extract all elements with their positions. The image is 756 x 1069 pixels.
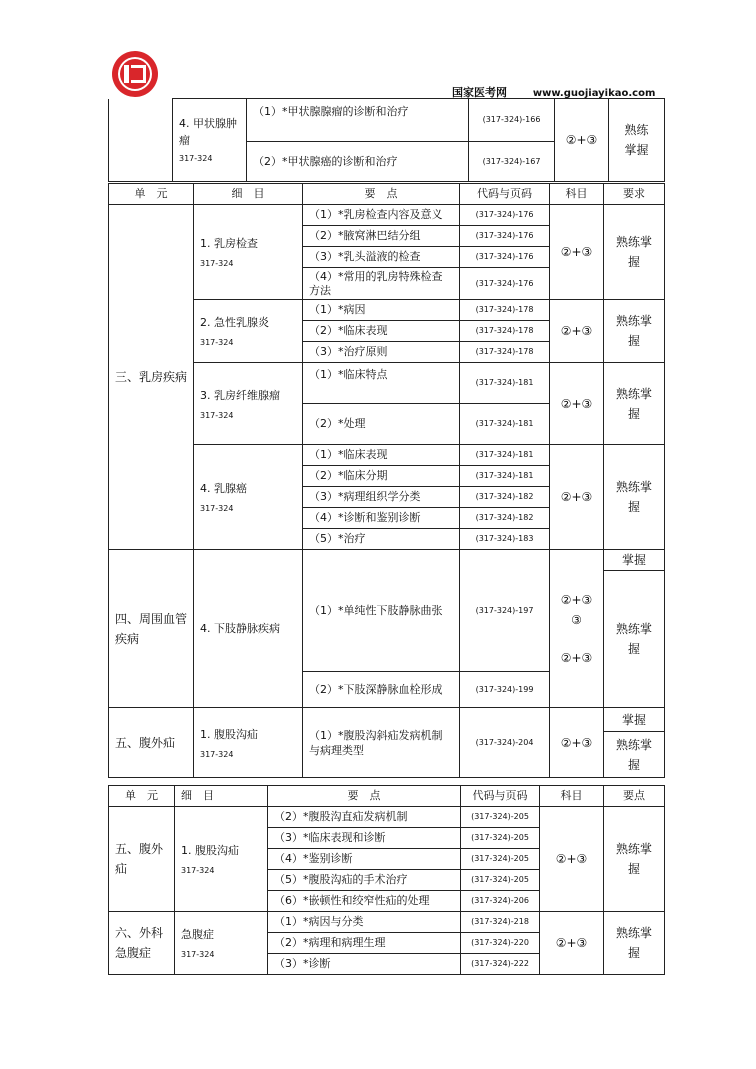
item-fibroadenoma: 3. 乳房纤维腺瘤 317-324 — [194, 363, 303, 445]
point-row: （4）*常用的乳房特殊检查方法 — [303, 268, 460, 300]
point-row: （3）*治疗原则 — [303, 342, 460, 363]
item-inguinal-hernia: 1. 腹股沟疝 317-324 — [175, 807, 268, 912]
point-row: （3）*病理组织学分类 — [303, 487, 460, 508]
header-code: 代码与页码 — [460, 184, 550, 205]
point-row: （1）*病因与分类 — [268, 912, 461, 933]
code-cell: (317-324)-197 — [460, 550, 550, 672]
code-cell: (317-324)-182 — [460, 508, 550, 529]
item-inguinal-hernia: 1. 腹股沟疝 317-324 — [194, 708, 303, 778]
subject-cell: ②+③ ③ ②+③ — [550, 550, 604, 708]
subject-cell: ②+③ — [555, 99, 609, 182]
code-cell: (317-324)-178 — [460, 342, 550, 363]
header-subject: 科目 — [550, 184, 604, 205]
code-cell: (317-324)-176 — [460, 268, 550, 300]
point-row: （2）*处理 — [303, 404, 460, 445]
item-lower-limb-vein: 4. 下肢静脉疾病 — [194, 550, 303, 708]
table-hernia-abdomen — [108, 785, 665, 975]
point-row: （2）*下肢深静脉血栓形成 — [303, 672, 460, 708]
point-row: （1）*单纯性下肢静脉曲张 — [303, 550, 460, 672]
item-breast-cancer: 4. 乳腺癌 317-324 — [194, 445, 303, 550]
code-cell: (317-324)-181 — [460, 363, 550, 404]
requirement-cell: 熟练掌握 — [604, 363, 665, 445]
point-row: （1）*腹股沟斜疝发病机制与病理类型 — [303, 708, 460, 778]
point-row: （5）*治疗 — [303, 529, 460, 550]
point-row: （2）*腋窝淋巴结分组 — [303, 226, 460, 247]
point-row: （2）*病理和病理生理 — [268, 933, 461, 954]
unit-vascular-disease: 四、周围血管疾病 — [109, 550, 194, 708]
unit-hernia: 五、腹外疝 — [109, 807, 175, 912]
subject-cell: ②+③ — [550, 445, 604, 550]
code-cell: (317-324)-206 — [461, 891, 540, 912]
code-cell: (317-324)-220 — [461, 933, 540, 954]
requirement-cell: 熟练掌握 — [604, 912, 665, 975]
unit-acute-abdomen: 六、外科急腹症 — [109, 912, 175, 975]
site-url[interactable]: www.guojiayikao.com — [532, 88, 656, 99]
subject-cell: ②+③ — [550, 205, 604, 300]
subject-cell: ②+③ — [540, 807, 604, 912]
point-row: （1）*病因 — [303, 300, 460, 321]
unit-hernia: 五、腹外疝 — [109, 708, 194, 778]
header-unit: 单 元 — [109, 786, 175, 807]
point-row: （3）*诊断 — [268, 954, 461, 975]
item-acute-abdomen: 急腹症 317-324 — [175, 912, 268, 975]
site-logo-icon — [110, 49, 160, 99]
code-cell: (317-324)-178 — [460, 300, 550, 321]
code-cell: (317-324)-218 — [461, 912, 540, 933]
point-row: （1）*甲状腺腺瘤的诊断和治疗 — [247, 99, 469, 142]
header-item: 细 目 — [175, 786, 268, 807]
item-thyroid-tumor: 4. 甲状腺肿瘤 317-324 — [173, 99, 247, 182]
requirement-top: 掌握 — [604, 550, 665, 571]
point-row: （2）*临床分期 — [303, 466, 460, 487]
code-cell: (317-324)-176 — [460, 247, 550, 268]
header-points: 要 点 — [268, 786, 461, 807]
point-row: （1）*乳房检查内容及意义 — [303, 205, 460, 226]
code-cell: (317-324)-205 — [461, 870, 540, 891]
code-cell: (317-324)-176 — [460, 226, 550, 247]
table-breast-vascular-hernia — [108, 183, 665, 778]
code-cell: (317-324)-167 — [469, 142, 555, 182]
point-row: （3）*乳头溢液的检查 — [303, 247, 460, 268]
code-cell: (317-324)-166 — [469, 99, 555, 142]
item-acute-mastitis: 2. 急性乳腺炎 317-324 — [194, 300, 303, 363]
unit-cell-empty — [109, 99, 173, 182]
requirement-cell: 熟练掌握 — [604, 807, 665, 912]
code-cell: (317-324)-222 — [461, 954, 540, 975]
point-row: （5）*腹股沟疝的手术治疗 — [268, 870, 461, 891]
point-row: （1）*临床特点 — [303, 363, 460, 404]
code-cell: (317-324)-176 — [460, 205, 550, 226]
code-cell: (317-324)-205 — [461, 849, 540, 870]
header-unit: 单 元 — [109, 184, 194, 205]
requirement-cell: 熟练掌握 — [609, 99, 665, 182]
table-thyroid — [108, 98, 665, 182]
code-cell: (317-324)-181 — [460, 404, 550, 445]
requirement-top: 掌握 — [604, 708, 665, 732]
subject-cell: ②+③ — [540, 912, 604, 975]
code-cell: (317-324)-204 — [460, 708, 550, 778]
requirement-cell: 熟练掌握 — [604, 205, 665, 300]
point-row: （4）*鉴别诊断 — [268, 849, 461, 870]
code-cell: (317-324)-181 — [460, 445, 550, 466]
item-breast-exam: 1. 乳房检查 317-324 — [194, 205, 303, 300]
header-subject: 科目 — [540, 786, 604, 807]
point-row: （2）*甲状腺癌的诊断和治疗 — [247, 142, 469, 182]
code-cell: (317-324)-199 — [460, 672, 550, 708]
requirement-cell: 熟练掌握 — [604, 300, 665, 363]
point-row: （2）*临床表现 — [303, 321, 460, 342]
point-row: （3）*临床表现和诊断 — [268, 828, 461, 849]
subject-cell: ②+③ — [550, 708, 604, 778]
header-code: 代码与页码 — [461, 786, 540, 807]
requirement-cell: 熟练掌握 — [604, 445, 665, 550]
point-row: （4）*诊断和鉴别诊断 — [303, 508, 460, 529]
code-cell: (317-324)-205 — [461, 828, 540, 849]
header-requirement: 要求 — [604, 184, 665, 205]
site-name: 国家医考网 — [452, 86, 507, 99]
point-row: （1）*临床表现 — [303, 445, 460, 466]
code-cell: (317-324)-181 — [460, 466, 550, 487]
requirement-cell: 熟练掌握 — [604, 571, 665, 708]
point-row: （6）*嵌顿性和绞窄性疝的处理 — [268, 891, 461, 912]
code-cell: (317-324)-178 — [460, 321, 550, 342]
point-row: （2）*腹股沟直疝发病机制 — [268, 807, 461, 828]
header-points: 要 点 — [303, 184, 460, 205]
header-requirement: 要点 — [604, 786, 665, 807]
code-cell: (317-324)-182 — [460, 487, 550, 508]
code-cell: (317-324)-183 — [460, 529, 550, 550]
code-cell: (317-324)-205 — [461, 807, 540, 828]
subject-cell: ②+③ — [550, 300, 604, 363]
requirement-cell: 熟练掌握 — [604, 732, 665, 778]
unit-breast-disease: 三、乳房疾病 — [109, 205, 194, 550]
subject-cell: ②+③ — [550, 363, 604, 445]
header-item: 细 目 — [194, 184, 303, 205]
